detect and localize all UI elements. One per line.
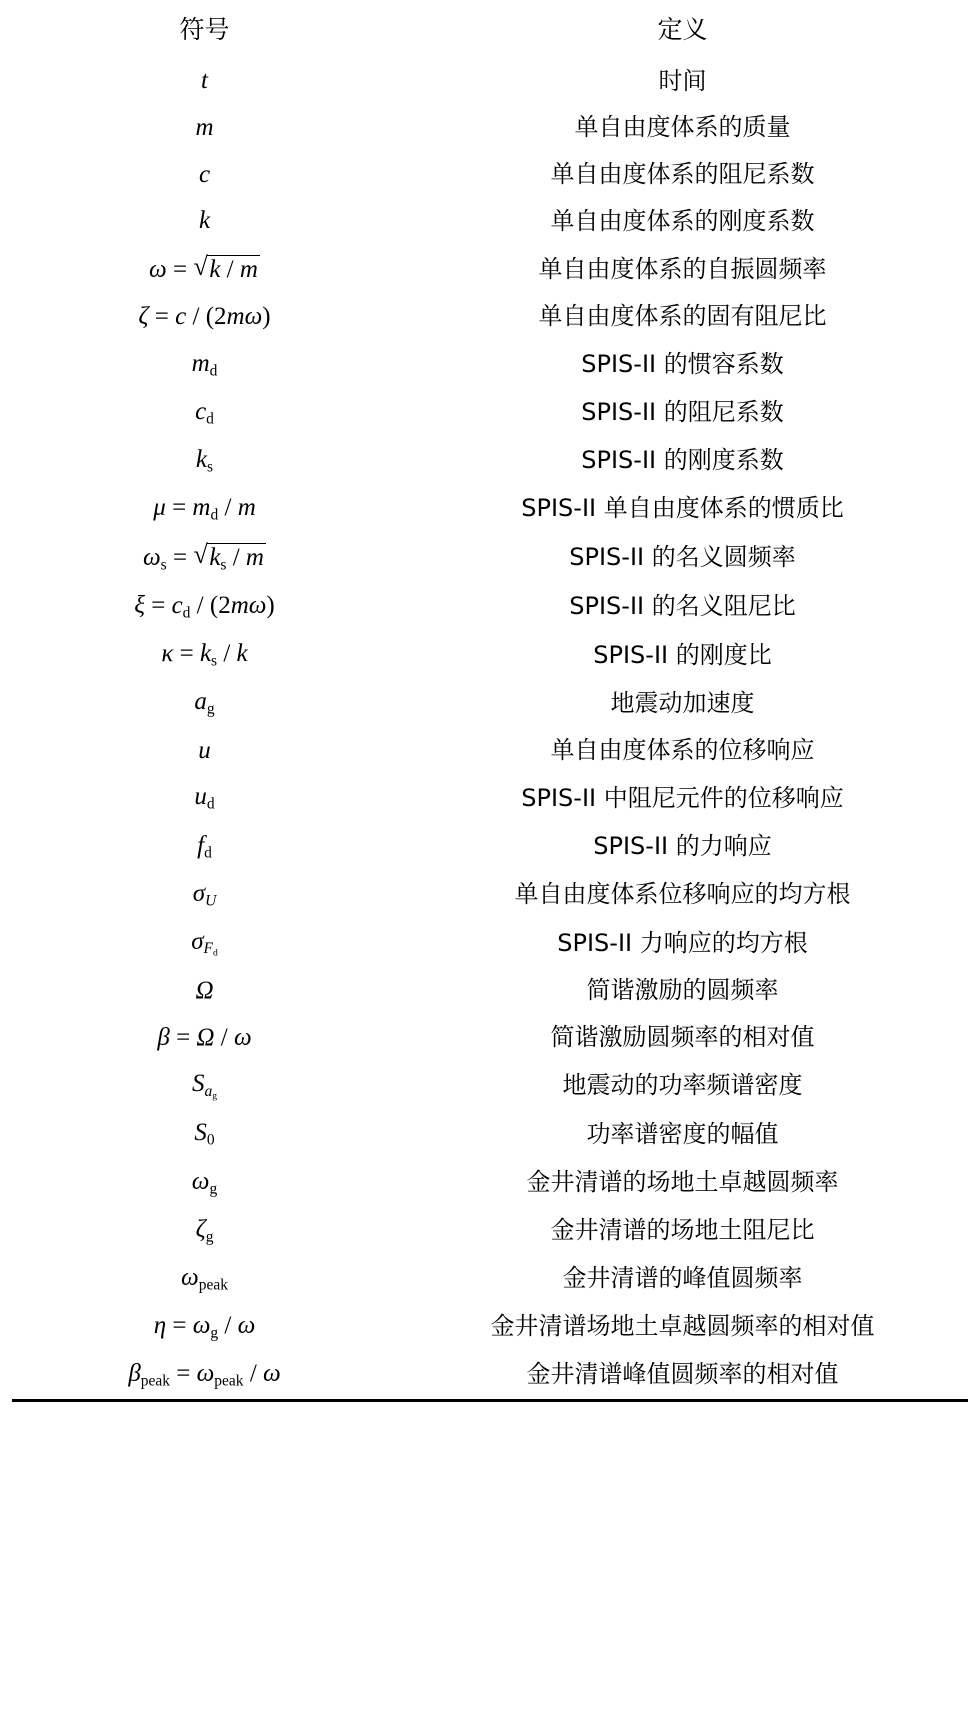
symbol-cell: $\eta = \omega_g / \omega$ — [153, 1311, 256, 1342]
definition-cell: 金井清谱的峰值圆频率 — [562, 1264, 803, 1293]
symbol-cell: $\omega_g$ — [191, 1167, 218, 1197]
table-row — [12, 1015, 968, 1062]
symbol-cell: β = Ω / ω — [157, 1023, 252, 1051]
table-row — [12, 728, 968, 775]
definition-cell: SPIS-II 的名义阻尼比 — [569, 592, 796, 621]
table-row — [12, 919, 968, 968]
table-row — [12, 679, 968, 727]
table-row — [12, 774, 968, 822]
table-row — [12, 1207, 968, 1255]
symbol-cell: ζ = c / (2mω) — [138, 302, 271, 330]
symbol-cell: $u_d$ — [194, 783, 215, 813]
definition-cell: 金井清谱峰值圆频率的相对值 — [397, 1351, 968, 1401]
table-row — [12, 58, 968, 105]
table-row — [12, 1110, 968, 1158]
symbol-cell: $\zeta_g$ — [195, 1215, 214, 1246]
table-header-row — [12, 0, 968, 58]
symbol-cell: $m_d$ — [191, 349, 218, 379]
definition-cell: 单自由度体系位移响应的均方根 — [514, 879, 851, 908]
table-row — [12, 389, 968, 437]
symbol-cell: $\kappa = k_s / k$ — [161, 640, 248, 670]
nomenclature-table — [12, 0, 968, 1402]
table-row — [12, 1303, 968, 1351]
definition-cell: 金井清谱的场地土阻尼比 — [550, 1215, 815, 1244]
symbol-cell: c — [198, 160, 211, 188]
definition-cell: 简谐激励的圆频率 — [586, 976, 779, 1005]
symbol-cell: $c_d$ — [195, 397, 214, 427]
definition-cell: 单自由度体系的质量 — [574, 113, 791, 142]
table-row — [12, 823, 968, 871]
symbol-cell: $\beta_{peak} = \omega_{peak} / \omega$ — [12, 1351, 397, 1401]
symbol-cell: Ω — [195, 976, 214, 1004]
symbol-cell: $\sigma_{F_d}$ — [191, 927, 218, 959]
table-row — [12, 152, 968, 199]
symbol-cell: $\mu = m_d / m$ — [153, 493, 256, 524]
definition-cell: 地震动的功率频谱密度 — [562, 1071, 803, 1100]
symbol-cell: $f_d$ — [197, 831, 212, 861]
definition-cell: SPIS-II 力响应的均方根 — [557, 928, 808, 957]
table-row — [12, 485, 968, 533]
table-row — [12, 341, 968, 389]
table-row — [12, 631, 968, 679]
definition-cell: SPIS-II 的阻尼系数 — [581, 397, 784, 426]
symbol-cell: $\sigma_U$ — [192, 879, 217, 909]
definition-cell: SPIS-II 的刚度比 — [593, 640, 772, 669]
definition-cell: 金井清谱的场地土卓越圆频率 — [526, 1167, 839, 1196]
definition-cell: 功率谱密度的幅值 — [586, 1119, 779, 1148]
definition-cell: SPIS-II 中阻尼元件的位移响应 — [521, 783, 844, 812]
definition-cell: 单自由度体系的固有阻尼比 — [538, 302, 827, 331]
symbol-cell: m — [195, 113, 214, 141]
table-row — [12, 1351, 968, 1401]
symbol-cell: t — [201, 67, 208, 94]
table-row — [12, 198, 968, 245]
symbol-cell: $a_g$ — [194, 688, 215, 718]
table-row — [12, 583, 968, 631]
table-row — [12, 533, 968, 583]
table-row — [12, 1159, 968, 1207]
table-row — [12, 871, 968, 919]
symbol-cell: u — [198, 736, 211, 764]
column-header-symbol: 符号 — [179, 17, 230, 44]
definition-cell: 时间 — [658, 66, 707, 95]
definition-cell: SPIS-II 的力响应 — [593, 831, 772, 860]
table-row — [12, 1255, 968, 1303]
column-header-definition: 定义 — [657, 17, 708, 44]
definition-cell: 单自由度体系的位移响应 — [550, 736, 815, 765]
symbol-cell: $\xi = c_d / (2m\omega)$ — [134, 592, 275, 622]
definition-cell: SPIS-II 的刚度系数 — [581, 446, 784, 475]
definition-cell: SPIS-II 单自由度体系的惯质比 — [521, 494, 844, 523]
table-row — [12, 1061, 968, 1110]
definition-cell: 单自由度体系的阻尼系数 — [550, 160, 815, 189]
table-row — [12, 245, 968, 294]
definition-cell: 单自由度体系的刚度系数 — [550, 206, 815, 235]
definition-cell: 金井清谱场地土卓越圆频率的相对值 — [490, 1312, 875, 1341]
symbol-cell: $S_0$ — [194, 1119, 215, 1149]
table-row — [12, 105, 968, 152]
symbol-cell: ω = √ k / m — [12, 245, 397, 294]
table-row — [12, 294, 968, 341]
table-row — [12, 437, 968, 485]
definition-cell: SPIS-II 的惯容系数 — [581, 349, 784, 378]
definition-cell: 单自由度体系的自振圆频率 — [538, 254, 827, 283]
symbol-cell: $S_{a_g}$ — [191, 1070, 218, 1102]
symbol-cell: k — [198, 207, 211, 235]
definition-cell: SPIS-II 的名义圆频率 — [569, 543, 796, 572]
symbol-cell: $\omega_{peak}$ — [181, 1263, 228, 1294]
definition-cell: 简谐激励圆频率的相对值 — [550, 1023, 815, 1052]
symbol-cell: $\omega_s$ = √ $k_s$ / m — [12, 533, 397, 583]
table-row — [12, 968, 968, 1015]
symbol-cell: $k_s$ — [195, 445, 214, 476]
definition-cell: 地震动加速度 — [610, 688, 755, 717]
